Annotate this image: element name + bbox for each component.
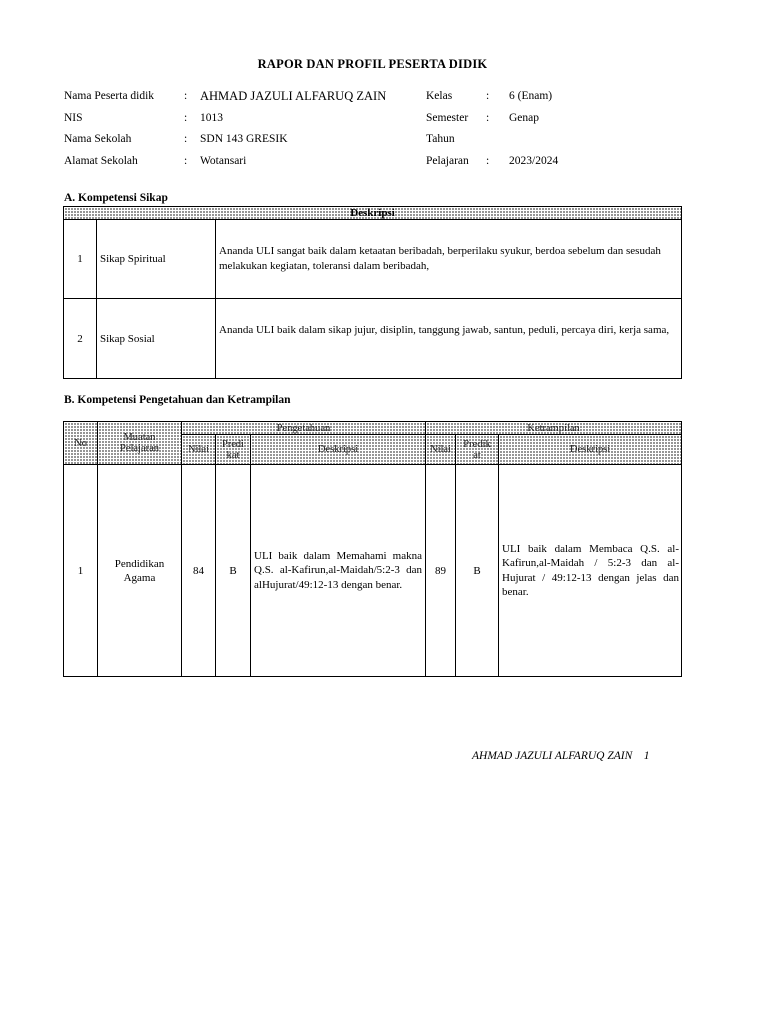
row-number: 1 (64, 465, 98, 677)
separator: : (486, 154, 490, 167)
semester-value: Genap (509, 111, 540, 124)
footer-student-name: AHMAD JAZULI ALFARUQ ZAIN (472, 750, 633, 762)
header-skills: Ketrampilan (426, 422, 682, 435)
attitude-table (63, 206, 682, 379)
table-row (64, 299, 682, 379)
year-value: 2023/2024 (509, 154, 559, 167)
separator: : (184, 111, 188, 124)
knowledge-skills-table (63, 421, 682, 677)
header-skills-score: Nilai (426, 435, 456, 465)
header-skills-description: Deskripsi (499, 435, 682, 465)
header-predicate-line2: at (473, 449, 481, 461)
header-subject-line1: Muatan (123, 432, 156, 443)
separator: : (184, 90, 188, 102)
info-row-school (64, 133, 684, 155)
row-number: 1 (64, 220, 97, 299)
aspect-description: Ananda ULI sangat baik dalam ketaatan beribadah, berperilaku syukur, berdoa sebelum dan sesudah melakukan kegiatan, toleransi dalam beribadah, (216, 220, 682, 299)
attitude-header: Deskripsi (64, 207, 682, 220)
row-number: 2 (64, 299, 97, 379)
class-label: Kelas (426, 90, 453, 102)
student-name-label: Nama Peserta didik (64, 90, 155, 102)
info-row-address (64, 155, 684, 177)
header-subject-line2: Pelajaran (119, 443, 160, 454)
header-skills-predicate (456, 435, 499, 465)
nis-label: NIS (64, 111, 83, 124)
subject-name: Pendidikan Agama (98, 465, 182, 677)
year-label-line2: Pelajaran (426, 154, 469, 167)
separator: : (486, 90, 490, 102)
page-footer (472, 750, 650, 762)
header-predicate-line1: Predik (463, 438, 491, 450)
separator: : (486, 111, 490, 124)
student-info (64, 90, 684, 176)
separator: : (184, 133, 188, 145)
class-value: 6 (Enam) (509, 90, 553, 102)
skills-score: 89 (426, 465, 456, 677)
semester-label: Semester (426, 111, 469, 124)
section-a-title: A. Kompetensi Sikap (64, 192, 168, 204)
header-predicate-line2: kat (226, 449, 240, 461)
footer-page-number: 1 (643, 750, 650, 762)
report-title: RAPOR DAN PROFIL PESERTA DIDIK (257, 57, 488, 71)
skills-description: ULI baik dalam Membaca Q.S. al-Kafirun,al-Maidah / 5:2-3 dan al-Hujurat / 49:12-13 dengan jelas dan benar. (499, 465, 682, 677)
header-subject (98, 422, 182, 465)
address-label: Alamat Sekolah (64, 154, 138, 167)
header-knowledge-description: Deskripsi (251, 435, 426, 465)
separator: : (184, 154, 188, 167)
section-b-title: B. Kompetensi Pengetahuan dan Ketrampilan (64, 394, 291, 406)
skills-predicate: B (456, 465, 499, 677)
info-row-nis (64, 112, 684, 134)
header-knowledge-score: Nilai (182, 435, 216, 465)
year-label-line1: Tahun (426, 133, 455, 145)
school-label: Nama Sekolah (64, 133, 132, 145)
header-knowledge: Pengetahuan (182, 422, 426, 435)
knowledge-score: 84 (182, 465, 216, 677)
table-row (64, 465, 682, 677)
school-value: SDN 143 GRESIK (200, 133, 288, 145)
aspect-description: Ananda ULI baik dalam sikap jujur, disiplin, tanggung jawab, santun, peduli, percaya diri, kerja sama, (216, 299, 682, 379)
student-name: AHMAD JAZULI ALFARUQ ZAIN (200, 89, 387, 103)
header-no: No (64, 422, 98, 465)
knowledge-description: ULI baik dalam Memahami makna Q.S. al-Kafirun,al-Maidah/5:2-3 dan alHujurat/49:12-13 dengan benar. (251, 465, 426, 677)
aspect-name: Sikap Spiritual (97, 220, 216, 299)
info-row-name (64, 90, 684, 112)
aspect-name: Sikap Sosial (97, 299, 216, 379)
address-value: Wotansari (200, 154, 247, 167)
nis-value: 1013 (200, 111, 223, 124)
knowledge-predicate: B (216, 465, 251, 677)
table-row (64, 220, 682, 299)
header-knowledge-predicate (216, 435, 251, 465)
header-predicate-line1: Predi (221, 438, 245, 450)
